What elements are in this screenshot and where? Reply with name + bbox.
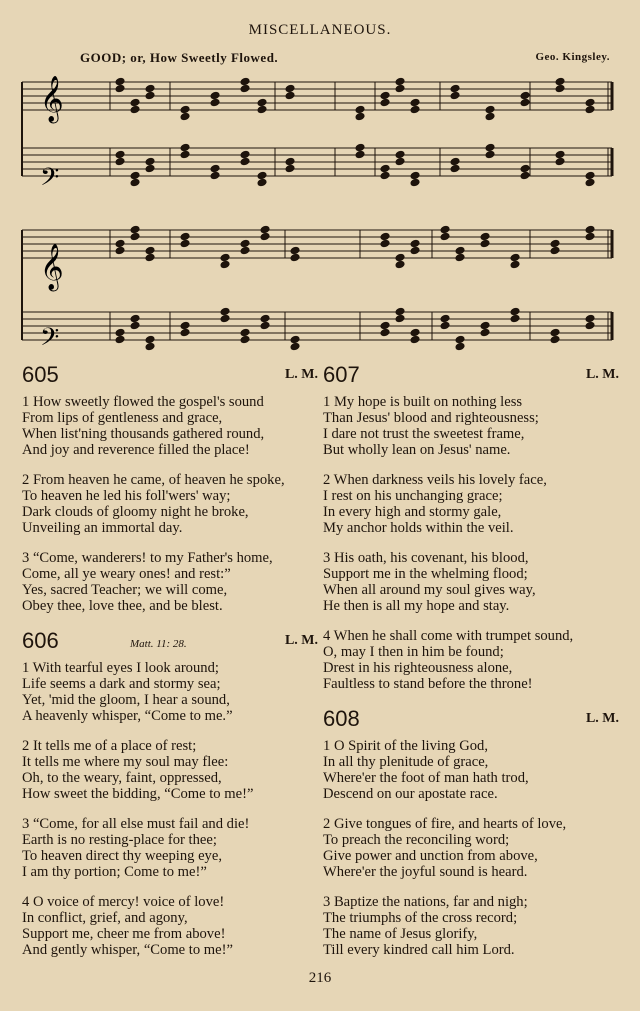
verse-line: Support me, cheer me from above! <box>22 926 226 942</box>
verse-line: Support me in the whelming flood; <box>323 566 528 582</box>
note-head <box>355 150 365 159</box>
hymn-number: 607 <box>323 362 360 387</box>
note-head <box>410 98 420 107</box>
hymn-meter: L. M. <box>585 367 619 382</box>
note-head <box>440 314 450 323</box>
stanza <box>22 394 322 458</box>
note-head <box>210 91 220 100</box>
note-head <box>510 260 520 269</box>
verse-line: 2 It tells me of a place of rest; <box>22 738 197 754</box>
note-head <box>115 157 125 166</box>
note-head <box>240 246 250 255</box>
hymn-meter: L. M. <box>284 367 318 382</box>
note-head <box>240 84 250 93</box>
note-head <box>395 157 405 166</box>
note-head <box>485 143 495 152</box>
note-head <box>145 157 155 166</box>
verse-line: Oh, to the weary, faint, oppressed, <box>22 770 222 786</box>
note-head <box>585 105 595 114</box>
note-head <box>240 150 250 159</box>
note-head <box>485 150 495 159</box>
note-head <box>410 178 420 187</box>
verse-line: 3 His oath, his covenant, his blood, <box>323 550 529 566</box>
verse-line: 3 “Come, for all else must fail and die! <box>22 816 250 832</box>
note-head <box>510 307 520 316</box>
hymn-608 <box>323 706 623 958</box>
verse-line: Descend on our apostate race. <box>323 786 498 802</box>
hymn-605 <box>22 362 322 614</box>
note-head <box>380 171 390 180</box>
note-head <box>455 246 465 255</box>
note-head <box>180 112 190 121</box>
verse-line: 3 Baptize the nations, far and nigh; <box>323 894 528 910</box>
stanza <box>22 738 322 802</box>
note-head <box>395 307 405 316</box>
note-head <box>115 335 125 344</box>
note-head <box>260 225 270 234</box>
note-head <box>290 335 300 344</box>
note-head <box>410 171 420 180</box>
note-head <box>257 98 267 107</box>
hymn-header <box>323 362 623 394</box>
note-head <box>585 98 595 107</box>
note-head <box>395 314 405 323</box>
left-column <box>22 362 322 972</box>
verse-line: To heaven direct thy weeping eye, <box>22 848 222 864</box>
hymn-meter: L. M. <box>585 711 619 726</box>
verse-line: Till every kindred call him Lord. <box>323 942 515 958</box>
note-head <box>520 171 530 180</box>
note-head <box>145 335 155 344</box>
verse-line: 1 With tearful eyes I look around; <box>22 660 219 676</box>
stanza <box>323 550 623 614</box>
treble-clef-icon: 𝄞 <box>40 244 64 290</box>
note-head <box>550 328 560 337</box>
verse-line: 4 When he shall come with trumpet sound, <box>323 628 574 644</box>
hymn-number: 605 <box>22 362 59 387</box>
note-head <box>285 157 295 166</box>
note-head <box>380 91 390 100</box>
verse-line: 2 When darkness veils his lovely face, <box>323 472 547 488</box>
note-head <box>257 105 267 114</box>
note-head <box>480 321 490 330</box>
note-head <box>455 253 465 262</box>
tune-composer: Geo. Kingsley. <box>535 51 610 63</box>
note-head <box>210 98 220 107</box>
note-head <box>395 84 405 93</box>
page-number: 216 <box>308 970 332 986</box>
verse-line: But wholly lean on Jesus' name. <box>323 442 511 458</box>
note-head <box>145 246 155 255</box>
verse-line: When list'ning thousands gathered round, <box>22 426 265 442</box>
note-head <box>260 321 270 330</box>
note-head <box>115 239 125 248</box>
note-head <box>410 328 420 337</box>
verse-line: I rest on his unchanging grace; <box>323 488 503 504</box>
verse-line: And joy and reverence filled the place! <box>22 442 250 458</box>
note-head <box>130 314 140 323</box>
note-head <box>410 239 420 248</box>
verse-line: The name of Jesus glorify, <box>323 926 478 942</box>
note-head <box>520 164 530 173</box>
note-head <box>145 91 155 100</box>
stanza <box>22 660 322 724</box>
note-head <box>550 335 560 344</box>
note-head <box>395 150 405 159</box>
note-head <box>115 246 125 255</box>
note-head <box>180 150 190 159</box>
note-head <box>210 171 220 180</box>
note-head <box>130 98 140 107</box>
verse-line: Obey thee, love thee, and be blest. <box>22 598 223 614</box>
note-head <box>485 105 495 114</box>
note-head <box>260 314 270 323</box>
hymn-number: 608 <box>323 706 360 731</box>
stanza <box>323 628 623 692</box>
note-head <box>555 157 565 166</box>
note-head <box>380 98 390 107</box>
hymn-607 <box>323 362 623 692</box>
note-head <box>285 84 295 93</box>
note-head <box>555 150 565 159</box>
note-head <box>380 321 390 330</box>
verse-line: Yet, 'mid the gloom, I hear a sound, <box>22 692 230 708</box>
hymn-reference: Matt. 11: 28. <box>130 638 187 650</box>
hymn-header <box>22 628 322 660</box>
verse-line: In all thy plenitude of grace, <box>323 754 489 770</box>
verse-line: I am thy portion; Come to me!” <box>22 864 207 880</box>
note-head <box>510 253 520 262</box>
note-head <box>520 98 530 107</box>
verse-line: Earth is no resting-place for thee; <box>22 832 217 848</box>
note-head <box>585 321 595 330</box>
stanza <box>323 472 623 536</box>
verse-line: In conflict, grief, and agony, <box>22 910 188 926</box>
note-head <box>450 84 460 93</box>
note-head <box>380 239 390 248</box>
hymn-header <box>323 706 623 738</box>
note-head <box>440 321 450 330</box>
page-header: MISCELLANEOUS. <box>248 22 392 38</box>
note-head <box>480 239 490 248</box>
verse-line: How sweet the bidding, “Come to me!” <box>22 786 254 802</box>
note-head <box>585 171 595 180</box>
note-head <box>130 232 140 241</box>
verse-line: Give power and unction from above, <box>323 848 538 864</box>
stanza <box>323 816 623 880</box>
note-head <box>380 164 390 173</box>
note-head <box>285 91 295 100</box>
verse-line: 1 My hope is built on nothing less <box>323 394 523 410</box>
verse-line: Come, all ye weary ones! and rest:” <box>22 566 231 582</box>
verse-line: To preach the reconciling word; <box>323 832 510 848</box>
hymn-number: 606 <box>22 628 59 653</box>
note-head <box>380 232 390 241</box>
note-head <box>485 112 495 121</box>
verse-line: Than Jesus' blood and righteousness; <box>323 410 539 426</box>
note-head <box>450 164 460 173</box>
note-head <box>555 77 565 86</box>
verse-line: My anchor holds within the veil. <box>323 520 514 536</box>
note-head <box>440 225 450 234</box>
note-head <box>355 112 365 121</box>
note-head <box>550 246 560 255</box>
note-head <box>455 335 465 344</box>
note-head <box>145 342 155 351</box>
verse-line: The triumphs of the cross record; <box>323 910 518 926</box>
verse-line: Faultless to stand before the throne! <box>323 676 533 692</box>
note-head <box>440 232 450 241</box>
stanza <box>22 894 322 958</box>
verse-line: Dark clouds of gloomy night he broke, <box>22 504 249 520</box>
note-head <box>145 164 155 173</box>
verse-line: Yes, sacred Teacher; we will come, <box>22 582 228 598</box>
note-head <box>180 328 190 337</box>
stanza <box>22 472 322 536</box>
verse-line: When all around my soul gives way, <box>323 582 536 598</box>
note-head <box>145 84 155 93</box>
note-head <box>240 77 250 86</box>
note-head <box>410 105 420 114</box>
note-head <box>180 239 190 248</box>
bass-clef-icon: 𝄢 <box>40 323 60 358</box>
verse-line: 1 How sweetly flowed the gospel's sound <box>22 394 264 410</box>
note-head <box>450 91 460 100</box>
note-head <box>585 225 595 234</box>
note-head <box>520 91 530 100</box>
verse-line: And gently whisper, “Come to me!” <box>22 942 233 958</box>
verse-line: Where'er the joyful sound is heard. <box>323 864 528 880</box>
note-head <box>380 328 390 337</box>
music-score <box>0 60 640 360</box>
note-head <box>240 328 250 337</box>
note-head <box>395 260 405 269</box>
treble-clef-icon: 𝄞 <box>40 76 64 122</box>
note-head <box>410 246 420 255</box>
verse-line: It tells me where my soul may flee: <box>22 754 229 770</box>
note-head <box>260 232 270 241</box>
note-head <box>210 164 220 173</box>
note-head <box>130 321 140 330</box>
note-head <box>410 335 420 344</box>
right-column <box>323 362 623 972</box>
note-head <box>220 260 230 269</box>
note-head <box>130 171 140 180</box>
stanza <box>323 894 623 958</box>
note-head <box>115 328 125 337</box>
note-head <box>395 77 405 86</box>
verse-line: From lips of gentleness and grace, <box>22 410 223 426</box>
stanza <box>323 394 623 458</box>
verse-line: Where'er the foot of man hath trod, <box>323 770 529 786</box>
verse-line: In every high and stormy gale, <box>323 504 502 520</box>
stanza <box>323 738 623 802</box>
note-head <box>585 314 595 323</box>
verse-line: 3 “Come, wanderers! to my Father's home, <box>22 550 273 566</box>
note-head <box>240 335 250 344</box>
tune-title: GOOD; or, How Sweetly Flowed. <box>80 50 279 65</box>
note-head <box>220 307 230 316</box>
verse-line: To heaven he led his foll'wers' way; <box>22 488 231 504</box>
note-head <box>130 178 140 187</box>
verse-line: O, may I then in him be found; <box>323 644 504 660</box>
note-head <box>130 105 140 114</box>
note-head <box>115 150 125 159</box>
note-head <box>220 314 230 323</box>
note-head <box>585 178 595 187</box>
note-head <box>355 143 365 152</box>
hymn-meter: L. M. <box>284 633 318 648</box>
note-head <box>257 178 267 187</box>
note-head <box>480 328 490 337</box>
note-head <box>290 342 300 351</box>
note-head <box>240 239 250 248</box>
verse-line: Life seems a dark and stormy sea; <box>22 676 221 692</box>
verse-line: A heavenly whisper, “Come to me.” <box>22 708 233 724</box>
note-head <box>285 164 295 173</box>
stanza <box>22 816 322 880</box>
hymn-header <box>22 362 322 394</box>
note-head <box>257 171 267 180</box>
note-head <box>290 246 300 255</box>
verse-line: 2 From heaven he came, of heaven he spoke, <box>22 472 285 488</box>
note-head <box>510 314 520 323</box>
note-head <box>395 253 405 262</box>
verse-line: 2 Give tongues of fire, and hearts of love, <box>323 816 567 832</box>
note-head <box>180 232 190 241</box>
note-head <box>115 84 125 93</box>
note-head <box>355 105 365 114</box>
note-head <box>450 157 460 166</box>
verse-line: 4 O voice of mercy! voice of love! <box>22 894 225 910</box>
note-head <box>555 84 565 93</box>
verse-line: Drest in his righteousness alone, <box>323 660 513 676</box>
note-head <box>290 253 300 262</box>
note-head <box>455 342 465 351</box>
note-head <box>130 225 140 234</box>
verse-line: Unveiling an immortal day. <box>22 520 183 536</box>
note-head <box>115 77 125 86</box>
note-head <box>550 239 560 248</box>
note-head <box>480 232 490 241</box>
note-head <box>220 253 230 262</box>
note-head <box>180 321 190 330</box>
hymn-606 <box>22 628 322 958</box>
verse-line: 1 O Spirit of the living God, <box>323 738 488 754</box>
bass-clef-icon: 𝄢 <box>40 163 60 198</box>
note-head <box>585 232 595 241</box>
note-head <box>240 157 250 166</box>
note-head <box>145 253 155 262</box>
verse-line: He then is all my hope and stay. <box>323 598 510 614</box>
verse-line: I dare not trust the sweetest frame, <box>323 426 525 442</box>
note-head <box>180 105 190 114</box>
stanza <box>22 550 322 614</box>
note-head <box>180 143 190 152</box>
